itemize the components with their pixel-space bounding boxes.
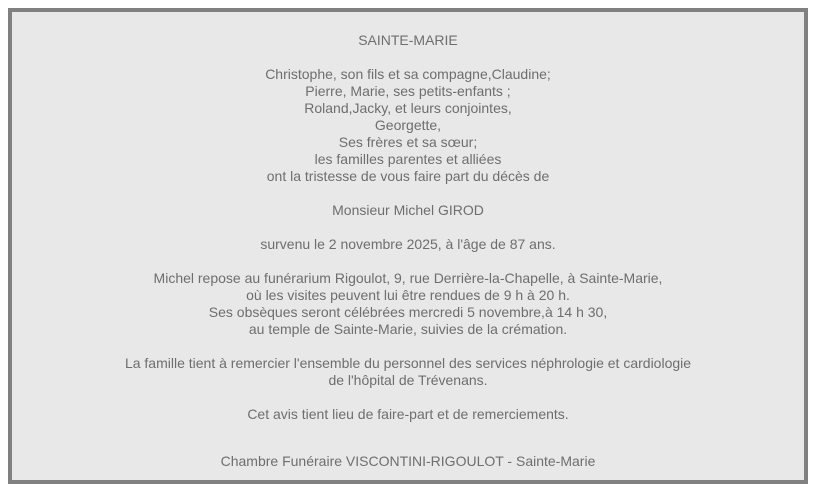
family-line: ont la tristesse de vous faire part du décès de [266, 168, 550, 184]
arrangement-line: Ses obsèques seront célébrées mercredi 5 novembre,à 14 h 30, [208, 304, 608, 320]
family-line: Roland,Jacky, et leurs conjointes, [304, 100, 512, 116]
spacer [12, 253, 804, 270]
deceased-name: Monsieur Michel GIROD [332, 202, 484, 218]
family-line: Christophe, son fils et sa compagne,Claudine; [265, 66, 551, 82]
arrangement-line: Michel repose au funérarium Rigoulot, 9, rue Derrière-la-Chapelle, à Sainte-Marie, [153, 270, 663, 286]
spacer [12, 389, 804, 406]
notice-content [12, 32, 804, 470]
spacer [12, 338, 804, 355]
arrangement-line: au temple de Sainte-Marie, suivies de la crémation. [248, 321, 568, 337]
closing-line: Cet avis tient lieu de faire-part et de remerciements. [247, 406, 569, 422]
family-line: Ses frères et sa sœur; [338, 134, 478, 150]
spacer [12, 185, 804, 202]
thanks-line: La famille tient à remercier l'ensemble du personnel des services néphrologie et cardiologie [124, 355, 692, 371]
spacer [12, 219, 804, 236]
funeral-home-signature: Chambre Funéraire VISCONTINI-RIGOULOT - Sainte-Marie [220, 453, 596, 469]
death-info: survenu le 2 novembre 2025, à l'âge de 87 ans. [260, 236, 556, 252]
family-line: Georgette, [374, 117, 442, 133]
spacer [12, 49, 804, 66]
obituary-notice [8, 8, 808, 484]
family-line: Pierre, Marie, ses petits-enfants ; [305, 83, 511, 99]
town-heading: SAINTE-MARIE [358, 32, 458, 48]
arrangement-line: où les visites peuvent lui être rendues de 9 h à 20 h. [246, 287, 570, 303]
family-line: les familles parentes et alliées [314, 151, 502, 167]
spacer [12, 423, 804, 449]
thanks-line: de l'hôpital de Trévenans. [328, 372, 488, 388]
